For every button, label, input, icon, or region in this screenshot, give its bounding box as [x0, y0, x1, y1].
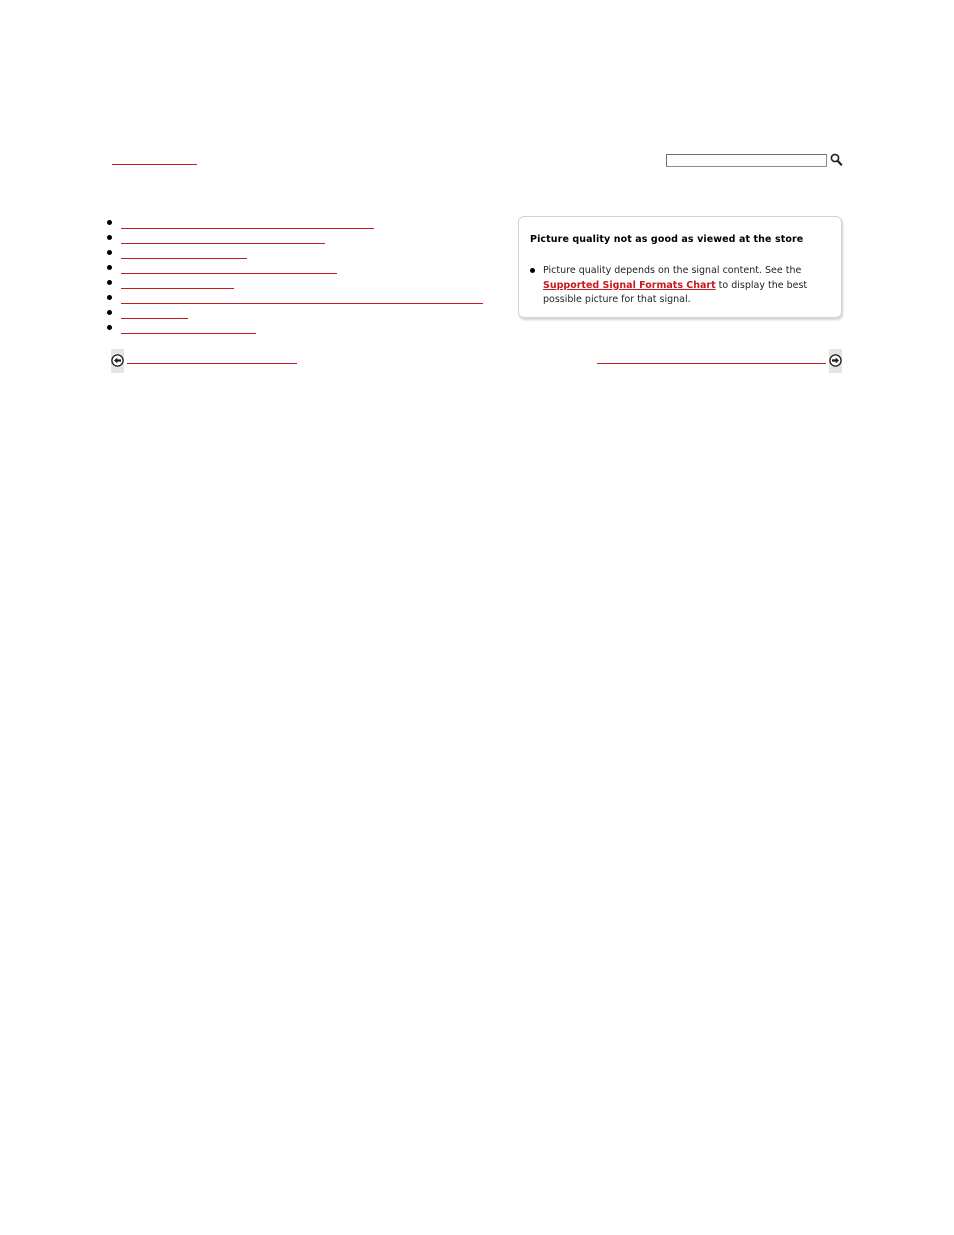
- signal-formats-chart-link[interactable]: Supported Signal Formats Chart: [543, 279, 716, 291]
- bullet-icon: [107, 310, 112, 315]
- nav-link-1[interactable]: [121, 218, 374, 229]
- nav-link-4[interactable]: [121, 263, 337, 274]
- panel-text: [543, 264, 813, 308]
- nav-link-8[interactable]: [121, 323, 256, 334]
- panel-title: Picture quality not as good as viewed at the store: [530, 234, 804, 245]
- nav-link-3[interactable]: [121, 248, 247, 259]
- arrow-left-circle-icon[interactable]: [111, 349, 124, 373]
- troubleshooting-panel: [518, 216, 842, 318]
- nav-link-2[interactable]: [121, 233, 325, 244]
- previous-page-link[interactable]: [127, 353, 297, 364]
- bullet-icon: [107, 265, 112, 270]
- bullet-icon: [107, 325, 112, 330]
- bullet-icon: [107, 280, 112, 285]
- panel-text-after: to display the best possible picture for that signal.: [543, 279, 808, 305]
- nav-link-6[interactable]: [121, 293, 483, 304]
- nav-link-7[interactable]: [121, 308, 188, 319]
- bullet-icon: [107, 295, 112, 300]
- top-link[interactable]: [112, 153, 197, 165]
- bullet-icon: [107, 235, 112, 240]
- next-page-link[interactable]: [597, 353, 826, 364]
- panel-text-before: Picture quality depends on the signal content. See the: [543, 265, 802, 276]
- nav-link-5[interactable]: [121, 278, 234, 289]
- bullet-icon: [107, 220, 112, 225]
- search-input[interactable]: [666, 154, 827, 167]
- bullet-icon: [530, 268, 535, 273]
- arrow-right-circle-icon[interactable]: [829, 349, 842, 373]
- bullet-icon: [107, 250, 112, 255]
- search-icon[interactable]: [830, 153, 843, 167]
